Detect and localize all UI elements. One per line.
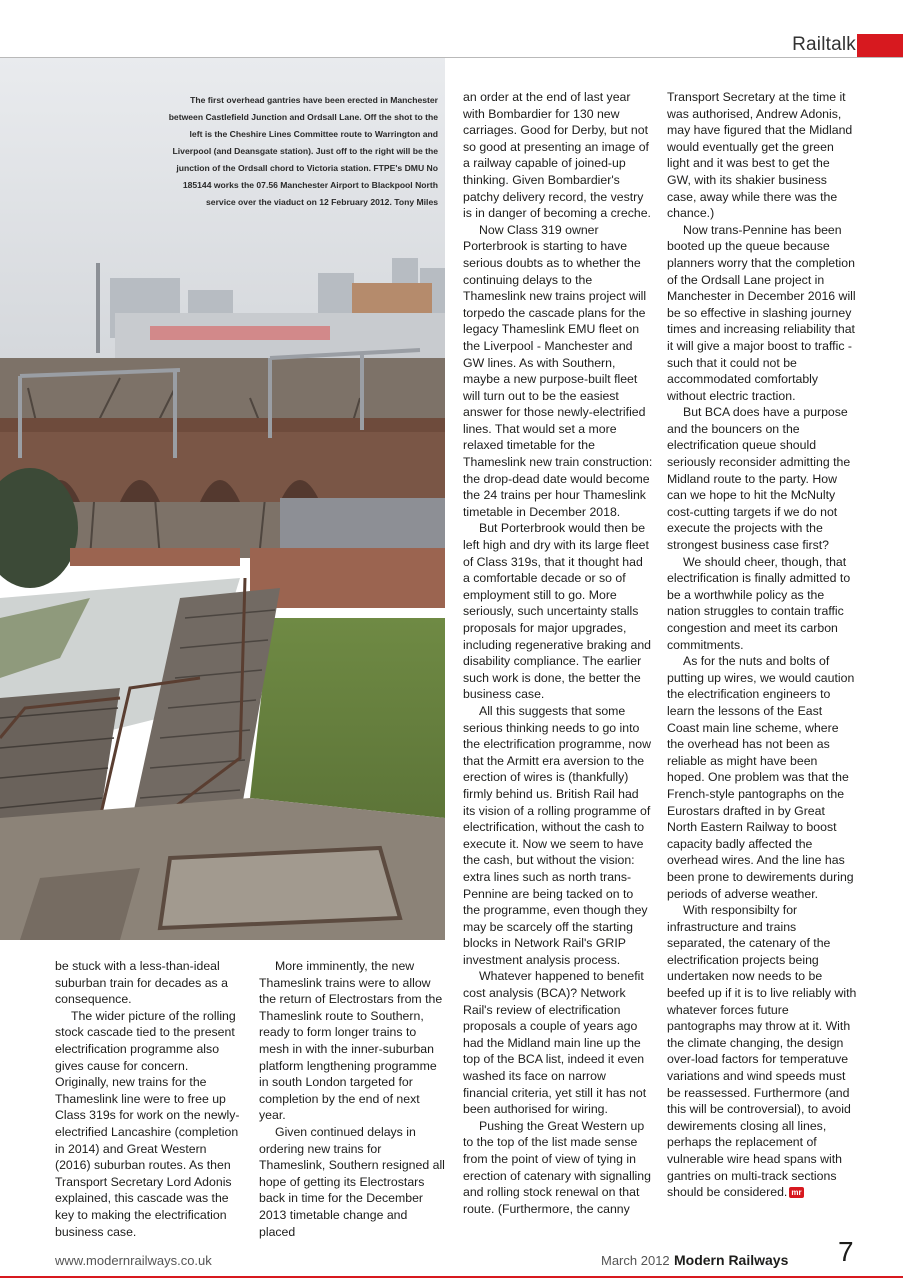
footer-rule [0, 1276, 903, 1278]
article-column-4 [667, 89, 857, 1201]
paragraph: Whatever happened to benefit cost analysis (BCA)? Network Rail's review of electrification proposals a couple of years ago had the Midland main line up the top of the BCA list, indeed it even washed its face on narrow financial criteria, yet still it has not been authorised for wiring. [463, 969, 647, 1117]
paragraph: Now Class 319 owner Porterbrook is starting to have serious doubts as to whether the continuing delays to the Thameslink new trains project will torpedo the cascade plans for the legacy Thameslink EMU fleet on the Liverpool - Manchester and GW lines. As with Southern, maybe a new purpose-built fleet will turn out to be the easiest answer for those newly-electrified lines. That would set a more relaxed timetable for the Thameslink new train construction: the drop-dead date would become the 24 trains per hour Thameslink timetable in December 2018. [463, 222, 653, 519]
paragraph: All this suggests that some serious thinking needs to go into the electrification programme, now that the Armitt era aversion to the erection of wires is (thankfully) firmly behind us. British Rail had its vision of a rolling programme of electrification, without the cash to execute it. Now we seem to have the cash, but without the vision: extra lines such as north trans-Pennine are being tacked on to the programme, even though they may be scarcely off the starting blocks in Network Rail's GRIP investment analysis process. [463, 703, 651, 967]
paragraph: Pushing the Great Western up to the top of the list made sense from the point of view of tying in erection of catenary with signalling and rolling stock renewal on that route. (Furthermore, the canny [463, 1118, 651, 1216]
paragraph: More imminently, the new Thameslink trains were to allow the return of Electrostars from the Thameslink route to Southern, ready to form longer trains to mesh in with the inner-suburban platform lengthening programme in south London targeted for completion by the end of next year. [259, 959, 443, 1123]
paragraph: We should cheer, though, that electrification is finally admitted to be a worthwhile policy as the nation struggles to contain traffic congestion and meet its carbon commitments. [667, 554, 851, 652]
page-number: 7 [838, 1236, 854, 1267]
paragraph: As for the nuts and bolts of putting up wires, we would caution the electrification engineers to learn the lessons of the East Coast main line scheme, where the overhead has not been as reliable as might have been hoped. One problem was that the French-style pantographs on the Eurostars drafted in by Great North Eastern Railway to boost capacity badly affected the overhead wires. And the line has been prone to dewirements during periods of adverse weather. [667, 654, 855, 901]
section-tag: Railtalk [792, 34, 856, 55]
article-column-1 [55, 958, 241, 1240]
paragraph: But BCA does have a purpose and the bouncers on the electrification queue should seriously reconsider admitting the Midland route to the party. How can we hope to hit the McNulty cost-cutting targets if we do not execute the projects with the strongest business case first? [667, 405, 851, 553]
footer-issue: March 2012 [601, 1253, 670, 1268]
article-column-3 [463, 89, 653, 1217]
paragraph-final [667, 902, 857, 1201]
paragraph: But Porterbrook would then be left high and dry with its large fleet of Class 319s, that it thought had a comfortable decade or so of employment still to go. More seriously, such uncertainty stalls proposals for major upgrades, including regenerative braking and disability compliance. The earlier such work is done, the better the business case. [463, 521, 651, 702]
article-column-2 [259, 958, 445, 1240]
section-accent-bar [857, 34, 903, 57]
paragraph: an order at the end of last year with Bombardier for 130 new carriages. Good for Derby, but not so good at presenting an image of a railway capable of joined-up thinking. Given Bombardier's patchy delivery record, the vestry is in danger of becoming a creche. [463, 90, 651, 221]
paragraph: be stuck with a less-than-ideal suburban train for decades as a consequence. [55, 959, 228, 1007]
end-mark-badge: mr [791, 1188, 802, 1198]
footer-magazine: Modern Railways [674, 1252, 789, 1268]
photo-caption: The first overhead gantries have been erected in Manchester between Castlefield Junction and Ordsall Lane. Off the shot to the left is the Cheshire Lines Committee route to Warrington and Liverpool (and Deansgate station). Just off to the right will be the junction of the Ordsall chord to Victoria station. FTPE's DMU No 185144 works the 07.56 Manchester Airport to Blackpool North service over the viaduct on 12 February 2012. Tony Miles [168, 95, 438, 207]
paragraph: The wider picture of the rolling stock cascade tied to the present electrification programme also gives cause for concern. Originally, new trains for the Thameslink line were to free up Class 319s for work on the newly-electrified Lancashire (completion in 2014) and Great Western (2016) suburban routes. As then Transport Secretary Lord Adonis explained, this cascade was the key to making the electrification business case. [55, 1008, 240, 1239]
paragraph-final-text: With responsibilty for infrastructure and trains separated, the catenary of the electrification projects being undertaken now needs to be beefed up if it is to live reliably with whatever forces future pantographs may throw at it. With the climate changing, the design over-load factors for temperatuve variations and wind speeds must be reassessed. Furthermore (and this will be controversial), to avoid dewirements closing all lines, perhaps the replacement of vulnerable wire head spans with gantries on multi-track sections should be considered. [667, 903, 857, 1200]
paragraph: Given continued delays in ordering new trains for Thameslink, Southern resigned all hope of getting its Electrostars back in time for the December 2013 timetable change and placed [259, 1124, 445, 1239]
paragraph: Now trans-Pennine has been booted up the queue because planners worry that the completion of the Ordsall Lane project in Manchester in December 2016 will be so effective in slashing journey times and increasing reliability that it will give a major boost to traffic - such that it could not be accommodated comfortably without electric traction. [667, 222, 856, 403]
paragraph: Transport Secretary at the time it was authorised, Andrew Adonis, may have figured that the Midland would eventually get the green light and it was best to get the GW, with its shakier business case, away while there was the chance.) [667, 90, 853, 221]
footer-url: www.modernrailways.co.uk [55, 1253, 212, 1268]
